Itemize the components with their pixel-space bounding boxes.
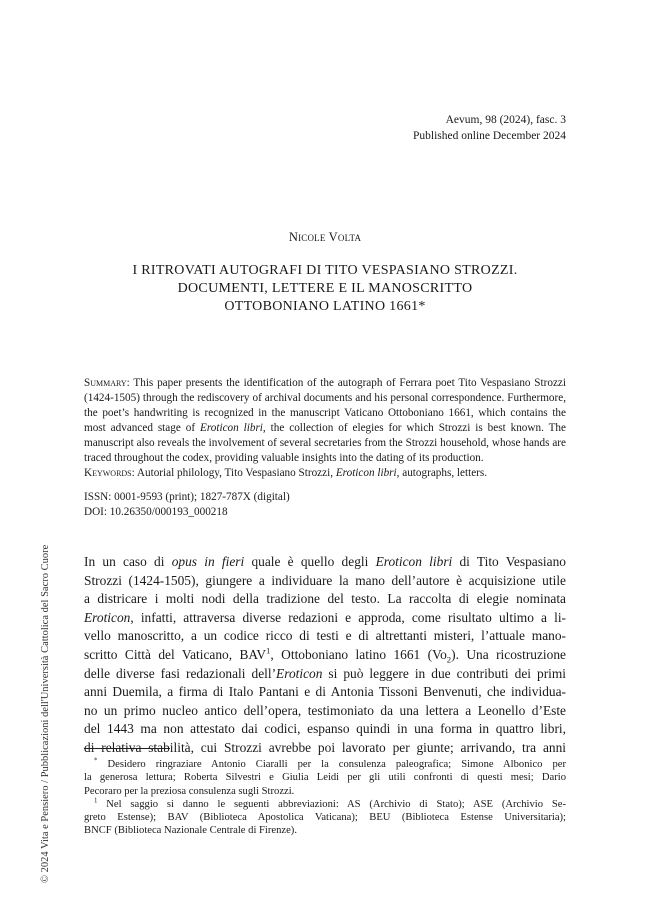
footnote-divider — [84, 748, 170, 749]
body-text-run: In un caso di — [84, 554, 172, 569]
journal-header — [413, 112, 566, 144]
title-line: DOCUMENTI, LETTERE E IL MANOSCRITTO — [177, 281, 473, 296]
summary-label: Summary: — [84, 377, 130, 389]
journal-citation: Aevum, 98 (2024), fasc. 3 — [445, 114, 566, 126]
keywords-text: Autorial philology, Tito Vespasiano Strozzi, — [134, 467, 336, 479]
footnote-line — [84, 758, 566, 771]
body-line: vello manoscritto, a un codice ricco di testi e di altrettanti misteri, l’attuale mano- — [84, 628, 566, 644]
issn: ISSN: 0001-9593 (print); 1827-787X (digital) — [84, 491, 290, 503]
footnote-marker: 1 — [94, 797, 98, 805]
title-line: I RITROVATI AUTOGRAFI DI TITO VESPASIANO STROZZI. — [132, 263, 518, 278]
footnote-line: BNCF (Biblioteca Nazionale Centrale di Firenze). — [84, 825, 297, 837]
body-text-run: si può leggere in due contributi dei primi — [322, 665, 567, 681]
footnote-text: Desidero ringraziare Antonio Ciaralli per la consulenza paleografica; Simone Albonico per — [97, 759, 566, 770]
footnote-line — [84, 798, 566, 811]
footnote-text: Nel saggio si danno le seguenti abbreviazioni: AS (Archivio di Stato); ASE (Archivio Se- — [97, 798, 566, 810]
body-italic-run: Eroticon — [84, 609, 131, 625]
body-text-run: scritto Città del Vaticano, BAV — [84, 646, 267, 662]
author-name: Nicole Volta — [288, 230, 362, 244]
doi: DOI: 10.26350/000193_000218 — [84, 506, 228, 518]
copyright-notice: © 2024 Vita e Pensiero / Pubblicazioni dell'Università Cattolica del Sacro Cuore — [40, 544, 51, 883]
body-line — [84, 665, 566, 684]
title-line: OTTOBONIANO LATINO 1661* — [224, 299, 426, 314]
summary-text-end: , the collection of elegies for which Strozzi is best known. The manuscript also reveals the involvement of several secretaries from the Strozzi household, whose hands are traced throughout the codex, providing valuable insights into the dating of its production. — [84, 422, 566, 464]
keywords-label: Keywords: — [84, 467, 135, 479]
footnote-marker: * — [94, 757, 98, 765]
summary-abstract — [84, 376, 566, 466]
footnote-ref[interactable]: 1 — [266, 645, 271, 656]
body-line: a districare i molti nodi della tradizione del testo. La raccolta di elegie nominata — [84, 591, 566, 607]
body-line: di relativa stabilità, cui Strozzi avrebbe poi lavorato per giunte; arrivando, tra anni — [84, 739, 566, 755]
body-line — [84, 609, 566, 628]
body-line: no un primo nucleo antico dell’opera, testimoniato da una lettera a Leonello d’Este — [84, 702, 566, 718]
body-text-run: quale è quello degli — [244, 554, 376, 569]
body-text-run: , infatti, attraversa diverse redazioni e approda, come risultato ultimo a li- — [130, 609, 566, 625]
keywords — [84, 466, 566, 481]
body-italic-run: Eroticon libri — [375, 554, 453, 569]
body-paragraph — [84, 553, 566, 758]
body-line — [84, 646, 566, 665]
body-text-run: delle diverse fasi redazionali dell’ — [84, 665, 277, 681]
summary-italic-title: Eroticon libri — [199, 422, 263, 434]
footnote-line: Pecoraro per la preziosa consulenza sugli Strozzi. — [84, 785, 295, 797]
footnote-line: greto Estense); BAV (Biblioteca Apostolica Vaticana); BEU (Biblioteca Estense Universitaria); — [84, 812, 566, 824]
body-text-run: , Ottoboniano latino 1661 (Vo — [270, 646, 447, 662]
body-line: anni Duemila, a firma di Italo Pantani e di Antonia Tissoni Benvenuti, che individua- — [84, 684, 566, 700]
body-line: Strozzi (1424-1505), giungere a individuare la mano dell’autore è acquisizione utile — [84, 572, 566, 588]
footnotes — [84, 758, 566, 838]
footnote-line: la generosa lettura; Roberta Silvestri e Giulia Leidi per gli utili confronti di questi mesi; Dario — [84, 772, 566, 784]
body-line — [84, 553, 566, 572]
body-line: del 1443 ma non attestato dai codici, espanso quindi in una forma in quattro libri, — [84, 721, 566, 737]
body-italic-run: opus in fieri — [171, 554, 245, 569]
identifiers — [84, 490, 290, 520]
body-text-run: di Tito Vespasiano — [452, 554, 566, 569]
keywords-italic: Eroticon libri — [335, 467, 397, 479]
publication-date: Published online December 2024 — [413, 130, 566, 142]
keywords-text-end: , autographs, letters. — [396, 467, 488, 479]
summary-text: This paper presents the identification of the autograph of Ferrara poet Tito Vespasiano Strozzi (1424-1505) through the rediscovery of archival documents and his personal correspondence. Furthermore, the poet’s handwriting is recognized in the manuscript Vaticano Ottoboniano 1661, which contains the most advanced stage of — [84, 377, 566, 434]
article-title — [100, 262, 550, 316]
body-text-run: ). Una ricostruzione — [451, 646, 566, 662]
body-italic-run: Eroticon — [276, 665, 323, 681]
manuscript-subscript: 2 — [446, 654, 452, 665]
